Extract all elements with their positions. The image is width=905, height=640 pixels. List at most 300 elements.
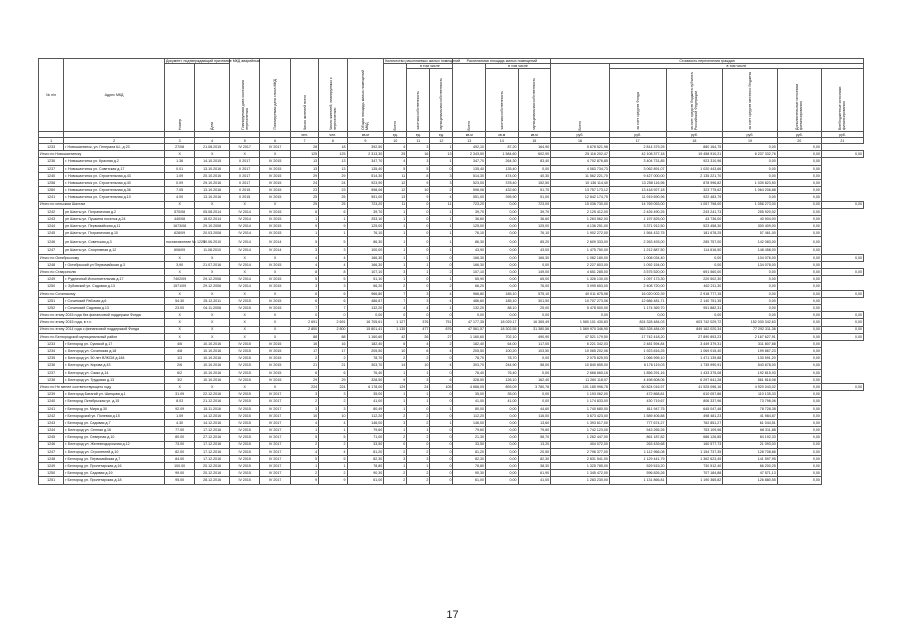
data-cell: 152,50	[518, 179, 551, 186]
data-cell: 90,30	[347, 470, 384, 477]
data-cell: 181 678,25	[666, 230, 723, 237]
data-cell: 4	[319, 419, 347, 426]
row-number-cell: 1236	[39, 362, 64, 369]
subtotal-cell: 129	[384, 384, 407, 391]
col-area-municipal: муниципальная собственность	[518, 69, 551, 132]
data-cell: II 2015	[230, 187, 260, 194]
data-cell: 78,70	[486, 355, 519, 362]
data-cell: IV 2015	[230, 348, 260, 355]
data-cell: 4	[430, 297, 453, 304]
data-cell: 0,00	[486, 237, 519, 247]
data-cell: постановление № 1229	[164, 237, 194, 247]
subtotal-cell: 4 920 043,02	[723, 384, 778, 391]
row-number-cell: 1233	[39, 340, 64, 347]
data-cell: 3	[407, 158, 430, 165]
data-cell: 1 283 230,00	[551, 477, 610, 484]
data-cell: 474,00	[486, 172, 519, 179]
subtotal-cell: 2 800	[290, 326, 318, 333]
data-cell: 347,70	[453, 158, 486, 165]
data-cell: 18	[319, 144, 347, 151]
data-cell: 0,00	[486, 405, 519, 412]
subtotal-cell: 13	[430, 151, 453, 158]
subtotal-cell: 40 011 875,98	[551, 290, 610, 297]
data-cell: 328,50	[453, 376, 486, 383]
subtotal-cell: 0,00	[666, 254, 723, 261]
subtotal-cell: 88	[290, 333, 318, 340]
data-cell: IV 2014	[230, 208, 260, 215]
data-cell: IV 2015	[230, 448, 260, 455]
data-cell: 1	[430, 230, 453, 237]
data-cell: IV 2017	[260, 412, 290, 419]
address-cell: г Белгородский ул. Полевая д.15	[64, 412, 165, 419]
data-cell: 84.00	[164, 455, 194, 462]
data-cell: 10.10.2016	[195, 362, 230, 369]
address-cell: г. Белгород ул. 50 лет ВЛКСМ д.184	[64, 355, 165, 362]
data-cell: 182,40	[453, 340, 486, 347]
data-cell: 1	[319, 215, 347, 222]
subtotal-cell: 25	[384, 151, 407, 158]
data-cell: 596 826,26	[609, 470, 666, 477]
subtotal-cell: 1 082 180,00	[551, 254, 610, 261]
address-cell: г. Белгород ул. Строителей д.10	[64, 448, 165, 455]
data-cell: 35,00	[347, 391, 384, 398]
subtotal-cell: 0,00	[453, 312, 486, 319]
data-cell: 645 047,48	[666, 405, 723, 412]
row-number-cell: 1237	[39, 369, 64, 376]
data-cell: 160 577,73	[666, 441, 723, 448]
table-row	[39, 297, 864, 304]
data-cell: 551,00	[347, 194, 384, 201]
address-cell: рп Шахты ул. Пограничная д.10	[64, 230, 165, 237]
subtotal-cell: X	[164, 312, 194, 319]
data-cell: 28.12.2016	[195, 477, 230, 484]
data-cell: 1 345 472,00	[551, 470, 610, 477]
subtotal-cell: 18 029,17	[486, 319, 519, 326]
table-row	[39, 455, 864, 462]
subtotal-cell: 185,10	[486, 290, 519, 297]
data-cell: 100,20	[486, 348, 519, 355]
data-cell: 78,70	[453, 355, 486, 362]
data-cell: 90,30	[453, 470, 486, 477]
row-number-cell: 1244	[39, 427, 64, 434]
data-cell: 3 062 891,07	[609, 165, 666, 172]
subtotal-cell: X	[164, 326, 194, 333]
data-cell: 4	[384, 158, 407, 165]
data-cell: 0	[407, 237, 430, 247]
subtotal-row	[39, 254, 864, 261]
data-cell: 2 075 625,93	[551, 355, 610, 362]
data-cell: 1	[430, 158, 453, 165]
data-cell: 8.03	[164, 398, 194, 405]
data-cell: 4/8	[164, 348, 194, 355]
data-cell: IV 2014	[230, 247, 260, 254]
data-cell: 128 708,66	[723, 448, 778, 455]
data-cell: IV 2014	[230, 276, 260, 283]
row-number-cell: 1243	[39, 215, 64, 222]
data-cell: 0,00	[777, 261, 821, 268]
data-cell: 2	[407, 448, 430, 455]
data-cell: 35,00	[486, 391, 519, 398]
data-cell: 29	[319, 376, 347, 383]
data-cell: 1	[384, 215, 407, 222]
row-number-cell: 1243	[39, 419, 64, 426]
address-cell: г Сочинский Рабочая д.6	[64, 297, 165, 304]
data-cell: IV 2015	[260, 304, 290, 311]
data-cell: 20.10.2016	[195, 172, 230, 179]
data-cell: 4	[407, 304, 430, 311]
data-cell: 39,70	[518, 208, 551, 215]
table-row	[39, 391, 864, 398]
data-cell: 1 471 139,88	[666, 355, 723, 362]
subtotal-cell: X	[195, 201, 230, 208]
data-cell: 598,06	[347, 187, 384, 194]
data-cell: 730 512,40	[666, 463, 723, 470]
column-number-cell: 13	[453, 138, 486, 144]
data-cell: 523 458,30	[666, 223, 723, 230]
subtotal-cell: 0,00	[821, 312, 863, 319]
data-cell: 10 136 114,40	[551, 179, 610, 186]
data-cell: 99.00	[164, 470, 194, 477]
data-cell: 3	[384, 455, 407, 462]
column-number-cell: 20	[777, 138, 821, 144]
data-cell: 82.00	[164, 448, 194, 455]
col-rooms-group: Количество расселяемых жилых помещений	[385, 59, 461, 63]
subtotal-cell: 563 328 484,09	[609, 326, 666, 333]
address-cell: г. Белгород ул. Сочинская д.18	[64, 348, 165, 355]
subtotal-cell: 0,00	[518, 312, 551, 319]
data-cell: 73 796,06	[723, 398, 778, 405]
data-cell: 17	[290, 348, 318, 355]
subtotal-cell: 1 569 970 346,90	[551, 326, 610, 333]
data-cell: 598,06	[453, 187, 486, 194]
data-cell: 0,00	[777, 355, 821, 362]
subtotal-cell: 477	[407, 326, 430, 333]
col-rooms-private: частная собственность	[407, 69, 430, 132]
data-cell: 1 197 825,00	[609, 215, 666, 222]
unit-cell: чел.	[319, 132, 347, 138]
data-cell: 1 092 154,00	[609, 261, 666, 268]
data-cell: 0,00	[723, 304, 778, 311]
subtotal-label: Итого по этапу 2015 года без финансовой поддержки Фонда	[39, 312, 165, 319]
data-cell: IV 2014	[230, 223, 260, 230]
data-cell: 6	[290, 208, 318, 215]
data-cell: 36,60	[453, 215, 486, 222]
address-cell: г. Зубовский ул. Садовая д.13	[64, 283, 165, 290]
subtotal-cell: X	[260, 269, 290, 276]
subtotal-cell: 0,00	[777, 333, 821, 340]
data-cell: 303,70	[453, 362, 486, 369]
data-cell: 0	[384, 441, 407, 448]
data-cell: 25	[319, 194, 347, 201]
data-cell: 777 674,27	[609, 419, 666, 426]
data-cell: 1	[407, 398, 430, 405]
subtotal-cell: 0,00	[777, 269, 821, 276]
data-cell: 4	[407, 340, 430, 347]
data-cell: 3 673 423,00	[551, 412, 610, 419]
data-cell: 4	[319, 448, 347, 455]
subtotal-cell: X	[164, 384, 194, 391]
data-cell: 1	[384, 230, 407, 237]
table-row	[39, 261, 864, 268]
data-cell: 0,00	[486, 223, 519, 230]
data-cell: 2	[407, 355, 430, 362]
row-number-cell: 1239	[39, 391, 64, 398]
data-cell: 23.00	[164, 304, 194, 311]
data-cell: 21.12.2016	[195, 398, 230, 405]
data-cell: 7.05	[164, 187, 194, 194]
subtotal-cell: 19 458 910,21	[666, 151, 723, 158]
data-cell: 29.10.2016	[195, 179, 230, 186]
data-cell: 0	[430, 412, 453, 419]
subtotal-row	[39, 290, 864, 297]
col-doc-date: Дата	[195, 64, 230, 132]
data-cell: 628/09	[164, 230, 194, 237]
subtotal-cell: 0,00	[486, 254, 519, 261]
subtotal-cell: 2 800	[319, 326, 347, 333]
subtotal-cell: 6 178,00	[347, 384, 384, 391]
data-cell: 543 265,26	[609, 427, 666, 434]
subtotal-cell: 2 691	[319, 319, 347, 326]
data-cell: 0	[407, 247, 430, 254]
data-cell: 0	[430, 470, 453, 477]
data-cell: 71,00	[347, 434, 384, 441]
data-cell: 10.10.2016	[195, 340, 230, 347]
data-cell: 166,30	[453, 261, 486, 268]
data-cell: 395,90	[486, 194, 519, 201]
data-cell: IV 2017	[260, 448, 290, 455]
row-number-cell: 1233	[39, 144, 64, 151]
subtotal-row	[39, 269, 864, 276]
data-cell: 5	[407, 165, 430, 172]
col-residents-planned: Число жителей, планируемых к переселению	[319, 59, 347, 132]
data-cell: 17.12.2016	[195, 448, 230, 455]
data-cell: 1	[290, 427, 318, 434]
subtotal-cell: 723,20	[347, 201, 384, 208]
data-cell: 112,20	[453, 412, 486, 419]
column-number-cell: 6	[260, 138, 290, 144]
data-cell: 6	[384, 340, 407, 347]
data-cell: IV 2015	[230, 441, 260, 448]
data-cell: 0,00	[723, 276, 778, 283]
data-cell: 116,00	[518, 412, 551, 419]
data-cell: 3	[430, 172, 453, 179]
data-cell: 0,00	[723, 144, 778, 151]
data-cell: 0	[407, 223, 430, 230]
data-cell: 4	[290, 448, 318, 455]
data-cell: 2 481 594,84	[609, 340, 666, 347]
data-cell: 0,00	[723, 165, 778, 172]
table-row	[39, 441, 864, 448]
row-number-cell: 1236	[39, 158, 64, 165]
data-cell: 166,30	[347, 261, 384, 268]
data-cell: 10.10.2016	[195, 348, 230, 355]
data-cell: 0,00	[486, 208, 519, 215]
unit-cell: руб.	[666, 132, 723, 138]
data-cell: 4 498 608,06	[609, 376, 666, 383]
subtotal-cell: 16	[407, 151, 430, 158]
data-cell: 20.12.2016	[195, 470, 230, 477]
column-number-cell: 14	[486, 138, 519, 144]
data-cell: IV 2015	[230, 304, 260, 311]
subtotal-cell: 575,10	[518, 290, 551, 297]
data-cell: 81,20	[347, 448, 384, 455]
data-cell: 1.09	[164, 172, 194, 179]
data-cell: 88,10	[486, 304, 519, 311]
data-cell: 6	[290, 369, 318, 376]
subtotal-cell: 25	[319, 201, 347, 208]
subtotal-cell: 0	[384, 312, 407, 319]
data-cell: 13	[290, 165, 318, 172]
subtotal-cell: 47 561,57	[453, 326, 486, 333]
data-cell: 84 192,33	[723, 434, 778, 441]
subtotal-cell: 88	[319, 333, 347, 340]
row-number-cell: 1235	[39, 355, 64, 362]
subtotal-cell: X	[260, 333, 290, 340]
data-cell: 0,00	[777, 419, 821, 426]
data-cell: 185,10	[486, 297, 519, 304]
col-cost-subject: за счет средств бюджета субъекта Российской Федерации	[666, 69, 723, 132]
data-cell: 10.10.2016	[195, 369, 230, 376]
data-cell: 79,60	[518, 427, 551, 434]
subtotal-cell: X	[230, 333, 260, 340]
subtotal-label: Итого по сельским Шахтам	[39, 201, 165, 208]
row-number-cell: 1251	[39, 477, 64, 484]
data-cell: 255 920,02	[723, 208, 778, 215]
data-cell: IV 2015	[230, 427, 260, 434]
subtotal-label: Итого по этапу 2015 года, в т.ч.	[39, 319, 165, 326]
table-row	[39, 470, 864, 477]
data-cell: 0,00	[777, 297, 821, 304]
data-cell: 14	[384, 362, 407, 369]
data-cell: 66,20	[347, 283, 384, 290]
row-number-cell: 1240	[39, 172, 64, 179]
subtotal-cell: 0,00	[821, 151, 863, 158]
data-cell: 65,00	[518, 276, 551, 283]
data-cell: 2	[319, 441, 347, 448]
data-cell: 41,00	[486, 398, 519, 405]
data-cell: 82,30	[347, 455, 384, 462]
data-cell: 9	[290, 223, 318, 230]
address-cell: г. Новошахтинск ул. Строительная д.40	[64, 179, 165, 186]
data-cell: 13 418 927,18	[609, 187, 666, 194]
data-cell: 0	[430, 427, 453, 434]
data-cell: 80.00	[164, 434, 194, 441]
data-cell: 1571/09	[164, 283, 194, 290]
data-cell: 14.10.2015	[195, 158, 230, 165]
data-cell: 1	[407, 391, 430, 398]
data-cell: 100,00	[347, 247, 384, 254]
data-cell: II 2017	[230, 158, 260, 165]
data-cell: 66 200,25	[723, 463, 778, 470]
subtotal-row	[39, 312, 864, 319]
column-number-cell: 19	[723, 138, 778, 144]
table-row	[39, 179, 864, 186]
data-cell: 5	[319, 434, 347, 441]
data-cell: IV 2017	[230, 144, 260, 151]
subtotal-cell: 24	[407, 384, 430, 391]
data-cell: 86,30	[453, 237, 486, 247]
data-cell: 27/08	[164, 144, 194, 151]
data-cell: 4	[290, 419, 318, 426]
subtotal-cell: 1 160,60	[453, 333, 486, 340]
col-cost-group: Стоимость переселения граждан	[551, 59, 864, 64]
subtotal-cell: 0,00	[777, 319, 821, 326]
address-cell: г Октябрьский ул Первомайская д.3	[64, 261, 165, 268]
data-cell: 110 135,33	[723, 391, 778, 398]
data-cell: 130 591,20	[723, 355, 778, 362]
data-cell: 1 362 623,45	[666, 455, 723, 462]
data-cell: 10	[407, 362, 430, 369]
data-cell: 3	[319, 405, 347, 412]
subtotal-cell: 0,00	[777, 290, 821, 297]
column-number-cell: 18	[666, 138, 723, 144]
data-cell: 6	[407, 348, 430, 355]
data-cell: 100.00	[164, 463, 194, 470]
data-cell: 135,40	[453, 165, 486, 172]
data-cell: IV 2015	[260, 208, 290, 215]
subtotal-cell: 0,00	[821, 384, 863, 391]
data-cell: 92.09	[164, 405, 194, 412]
data-cell: IV 2015	[230, 455, 260, 462]
data-cell: 878 996,82	[666, 179, 723, 186]
data-cell: 523,00	[453, 179, 486, 186]
subtotal-cell: X	[164, 254, 194, 261]
row-number-cell: 1242	[39, 412, 64, 419]
data-cell: IV 2014	[260, 237, 290, 247]
data-cell: 3,90	[164, 261, 194, 268]
data-cell: 3	[290, 283, 318, 290]
data-cell: IV 2015	[260, 355, 290, 362]
data-cell: 0,00	[777, 230, 821, 237]
data-cell: IV 2017	[260, 405, 290, 412]
data-cell: IV 2015	[260, 215, 290, 222]
data-cell: 12	[384, 187, 407, 194]
data-cell: 347,70	[347, 158, 384, 165]
data-cell: 9	[319, 477, 347, 484]
subtotal-cell: 16 705,61	[347, 319, 384, 326]
data-cell: 64,00	[486, 340, 519, 347]
data-cell: 31.09	[164, 391, 194, 398]
data-cell: 2 426 490,25	[609, 208, 666, 215]
data-cell: 285 757,00	[666, 237, 723, 247]
data-cell: 1 564 432,75	[609, 230, 666, 237]
data-cell: 1 131 866,81	[609, 477, 666, 484]
data-cell: 2 609 333,00	[551, 237, 610, 247]
subtotal-cell: 1	[407, 254, 430, 261]
address-cell: г Белгород Октябрьская ул. д.15	[64, 398, 165, 405]
row-number-cell: 1241	[39, 194, 64, 201]
subtotal-cell: X	[230, 201, 260, 208]
subtotal-cell: 16 020 002,39	[609, 290, 666, 297]
data-cell: 1	[430, 223, 453, 230]
subtotal-row	[39, 201, 864, 208]
data-cell: 1 174 369,70	[609, 304, 666, 311]
data-cell: 0,00	[723, 172, 778, 179]
subtotal-row	[39, 319, 864, 326]
data-cell: 1	[384, 405, 407, 412]
data-cell: 13,60	[518, 419, 551, 426]
data-cell: 0	[407, 405, 430, 412]
subtotal-cell: 966,80	[453, 290, 486, 297]
data-cell: 561 816,08	[723, 376, 778, 383]
table-row	[39, 427, 864, 434]
data-cell: 2	[319, 398, 347, 405]
subtotal-cell: 0,00	[486, 201, 519, 208]
col-area-incl: в том числе	[486, 64, 551, 69]
data-cell: 1	[384, 247, 407, 254]
subtotal-cell: 125	[319, 151, 347, 158]
subtotal-cell: 893,09	[486, 384, 519, 391]
